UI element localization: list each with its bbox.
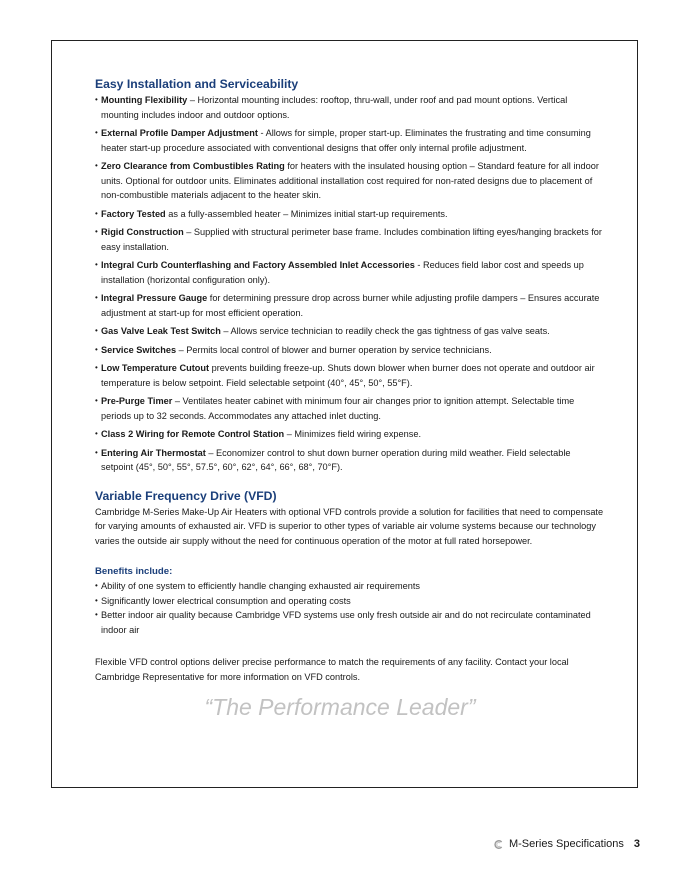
feature-item	[95, 159, 605, 203]
feature-title: External Profile Damper Adjustment	[101, 128, 258, 138]
content-body	[95, 77, 605, 684]
feature-item	[95, 343, 605, 358]
feature-item	[95, 126, 605, 155]
vfd-closing: Flexible VFD control options deliver precise performance to match the requirements of any facility. Contact your local Cambridge Representative for more information on VFD controls.	[95, 657, 569, 682]
install-heading: Easy Installation and Serviceability	[95, 77, 299, 91]
install-feature-list	[95, 93, 605, 475]
feature-text: prevents building freeze-up. Shuts down blower when burner does not operate and outdoor air temperature is below setpoint. Field selectable setpoint (40°, 45°, 50°, 55°F).	[101, 363, 595, 388]
benefit-item: • Significantly lower electrical consumption and operating costs	[95, 594, 605, 609]
feature-text: – Minimizes field wiring expense.	[284, 429, 422, 439]
feature-text: – Supplied with structural perimeter base frame. Includes combination lifting eyes/hanging brackets for easy installation.	[101, 227, 602, 252]
content-frame	[51, 40, 638, 788]
feature-item	[95, 93, 605, 122]
feature-text: – Permits local control of blower and burner operation by service technicians.	[176, 344, 492, 355]
feature-item	[95, 361, 605, 390]
feature-text: - Allows for simple, proper start-up. Eliminates the frustrating and time consuming heater start-up procedure associated with conventional designs that offer only internal profile adjustment.	[101, 128, 591, 153]
feature-title: Mounting Flexibility	[101, 95, 188, 105]
feature-item	[95, 446, 605, 475]
feature-item	[95, 291, 605, 320]
feature-text: - Reduces field labor cost and speeds up installation (horizontal configuration only).	[101, 260, 584, 285]
footer-label: M-Series Specifications	[508, 838, 624, 850]
feature-text: – Ventilates heater cabinet with minimum four air changes prior to ignition attempt. Selectable time periods up to 32 seconds. Accommodates any attached inlet ducting.	[101, 396, 575, 421]
feature-text: as a fully-assembled heater – Minimizes initial start-up requirements.	[165, 208, 448, 219]
benefit-item: • Ability of one system to efficiently handle changing exhausted air requirements	[95, 579, 605, 594]
feature-text: – Allows service technician to readily check the gas tightness of gas valve seats.	[220, 326, 550, 336]
page-footer	[494, 838, 640, 850]
feature-item	[95, 324, 605, 339]
feature-item	[95, 225, 605, 254]
feature-title: Integral Pressure Gauge	[101, 293, 208, 303]
feature-title: Zero Clearance from Combustibles Rating	[101, 161, 285, 171]
feature-title: Factory Tested	[101, 208, 166, 219]
feature-text: – Economizer control to shut down burner operation during mild weather. Field selectable setpoint (45°, 50°, 55°, 57.5°, 60°, 62°, 64°, 66°, 68°, 70°F).	[101, 447, 571, 472]
benefits-list	[95, 579, 605, 637]
feature-text: for determining pressure drop across burner while adjusting profile dampers – Ensures accurate adjustment at start-up for most efficient operation.	[101, 293, 600, 318]
benefit-item: • Better indoor air quality because Cambridge VFD systems use only fresh outside air and do not recirculate contaminated indoor air	[95, 608, 605, 637]
feature-title: Rigid Construction	[101, 227, 184, 237]
feature-item	[95, 258, 605, 287]
benefits-heading: Benefits include:	[95, 566, 173, 578]
feature-title: Class 2 Wiring for Remote Control Station	[101, 429, 285, 439]
feature-text: for heaters with the insulated housing option – Standard feature for all indoor units. Optional for outdoor units. Eliminates additional installation cost required for non-rated designs due to placement of non-combustible materials adjacent to the heater skin.	[101, 161, 599, 200]
feature-title: Integral Curb Counterflashing and Factory Assembled Inlet Accessories	[101, 260, 415, 270]
feature-title: Service Switches	[101, 344, 177, 355]
feature-item	[95, 394, 605, 423]
page-number: 3	[633, 838, 640, 850]
feature-text: – Horizontal mounting includes: rooftop, thru-wall, under roof and pad mount options. Vertical mounting includes indoor and outdoor options.	[101, 95, 568, 120]
tagline: “The Performance Leader”	[204, 694, 476, 720]
feature-title: Entering Air Thermostat	[101, 447, 206, 458]
feature-title: Gas Valve Leak Test Switch	[101, 326, 221, 336]
feature-item	[95, 427, 605, 442]
vfd-intro: Cambridge M-Series Make-Up Air Heaters with optional VFD controls provide a solution for facilities that need to compensate for varying amounts of exhausted air. VFD is superior to other types of variable air volume systems because our technology varies the outside air supply without the need for continuous operation of the motor at full rated horsepower.	[95, 506, 604, 546]
feature-title: Pre-Purge Timer	[101, 396, 173, 406]
cambridge-logo-icon	[494, 840, 503, 849]
vfd-heading: Variable Frequency Drive (VFD)	[95, 488, 277, 503]
feature-item	[95, 207, 605, 222]
feature-title: Low Temperature Cutout	[101, 363, 210, 373]
